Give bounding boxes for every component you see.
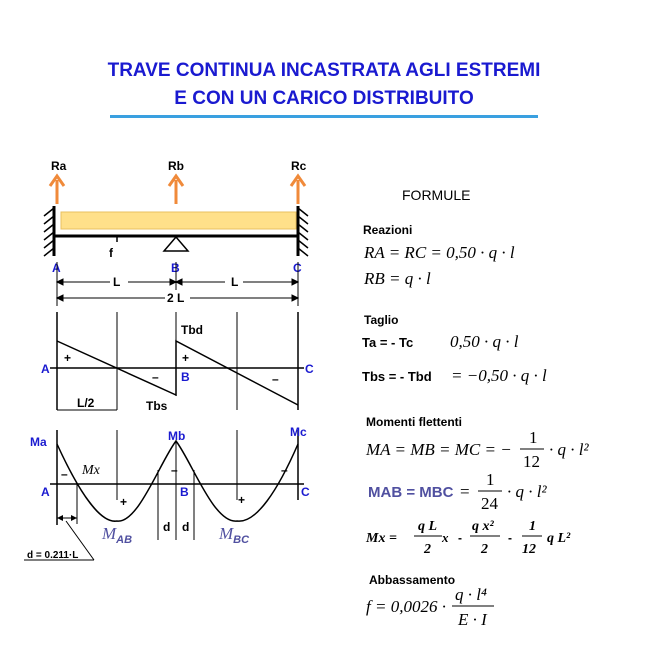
support-label-a: A [52,261,61,275]
fixed-end-right [298,206,308,256]
reaction-label-a: Ra [51,159,67,173]
moment-formula-3-f2-den: 2 [481,542,488,557]
moment-minus-left: – [61,467,68,481]
shear-plus-right: + [182,351,190,365]
moment-label-mab: $M_{AB}$ [102,524,133,546]
moment-curve [57,441,298,521]
moment-formula-3-x: x [442,530,449,545]
deflection-formula-num: q · l⁴ [455,585,487,604]
moment-diagram [24,425,310,561]
moment-label-ma: Ma [30,435,47,449]
formulas-panel [362,187,589,629]
moment-formula-2-num: 1 [486,470,495,489]
moment-formula-2-tail: · q · l² [507,482,547,501]
moment-formula-3-minus-1: - [458,531,462,545]
reactions-formula-1: RA = RC = 0,50 · q · l [364,243,515,262]
deflection-formula-den: E · I [458,610,487,629]
moment-formula-3-f2-num: q x² [472,519,494,534]
moment-plus-left: + [120,495,128,509]
span-label-left: L [113,275,121,289]
beam-scheme [44,159,308,306]
moment-label-d-left: d [163,520,171,534]
moment-label-d-right: d [182,520,190,534]
reaction-arrow-c [291,176,305,204]
reaction-arrow-a [50,176,64,204]
moment-formula-3-tail: q L² [547,531,571,546]
shear-minus-right: – [272,372,279,386]
moment-formula-1-num: 1 [529,428,538,447]
moment-label-mc: Mc [290,425,307,439]
moment-label-b: B [180,485,189,499]
span-label-total: 2 L [167,291,185,305]
shear-formula-2: = −0,50 · q · l [451,366,547,385]
shear-minus-left: – [152,370,159,384]
shear-label-a: A [41,362,50,376]
load-label-f: f [109,246,113,260]
moment-formula-3-label: Mx = [366,531,397,546]
formulas-heading: FORMULE [402,187,471,203]
support-label-c: C [293,261,302,275]
moment-formula-3-minus-2: - [508,531,512,545]
fixed-end-left [44,206,54,256]
shear-label-tbs: Tbs [146,399,168,413]
moment-label-mbc: $M_{BC}$ [219,524,250,546]
moment-minus-mid: – [171,463,178,477]
reaction-label-c: Rc [291,159,307,173]
title-line-1: TRAVE CONTINUA INCASTRATA AGLI ESTREMI [107,60,541,81]
deflection-title: Abbassamento [369,573,456,587]
moment-formula-2-eq: = [460,482,470,501]
shear-label-c: C [305,362,314,376]
span-label-right: L [231,275,239,289]
shear-diagram [41,312,314,413]
shear-label-tbd: Tbd [181,323,203,337]
shear-formula-1-label: Ta = - Tc [362,335,414,350]
moment-formula-2-den: 24 [481,494,498,513]
moment-formula-3-f1-den: 2 [424,542,431,557]
moment-plus-right: + [238,493,246,507]
moment-label-distance: d = 0.211·L [27,550,79,561]
deflection-formula-lhs: f = 0,0026 · [366,597,446,616]
reactions-title: Reazioni [363,223,413,237]
moment-label-c: C [301,485,310,499]
shear-label-b: B [181,370,190,384]
moment-label-a: A [41,485,50,499]
moment-minus-right: – [281,463,288,477]
reaction-arrow-b [169,176,183,204]
reactions-formula-2: RB = q · l [364,269,431,288]
moment-label-mb: Mb [168,429,186,443]
moment-formula-3-f3-den: 12 [522,542,536,557]
title-line-2: E CON UN CARICO DISTRIBUITO [174,88,474,109]
shear-label-half: L/2 [77,396,95,410]
middle-support [164,237,188,251]
support-label-b: B [171,261,180,275]
moment-formula-1: MA = MB = MC = − [366,440,512,459]
moment-formula-2-label: MAB = MBC [368,484,454,501]
moment-formula-1-den: 12 [523,452,540,471]
shear-plus-left: + [64,351,72,365]
moment-formula-3-f3-num: 1 [529,519,536,534]
moment-formula-1-tail: · q · l² [549,440,589,459]
moment-title: Momenti flettenti [366,415,462,429]
moment-formula-3-f1-num: q L [418,519,438,534]
shear-formula-1: 0,50 · q · l [450,332,519,351]
moment-label-mx: Mx [82,463,100,478]
distributed-load [61,212,296,229]
reaction-label-b: Rb [168,159,184,173]
shear-title: Taglio [364,313,399,327]
shear-formula-2-label: Tbs = - Tbd [362,369,432,384]
